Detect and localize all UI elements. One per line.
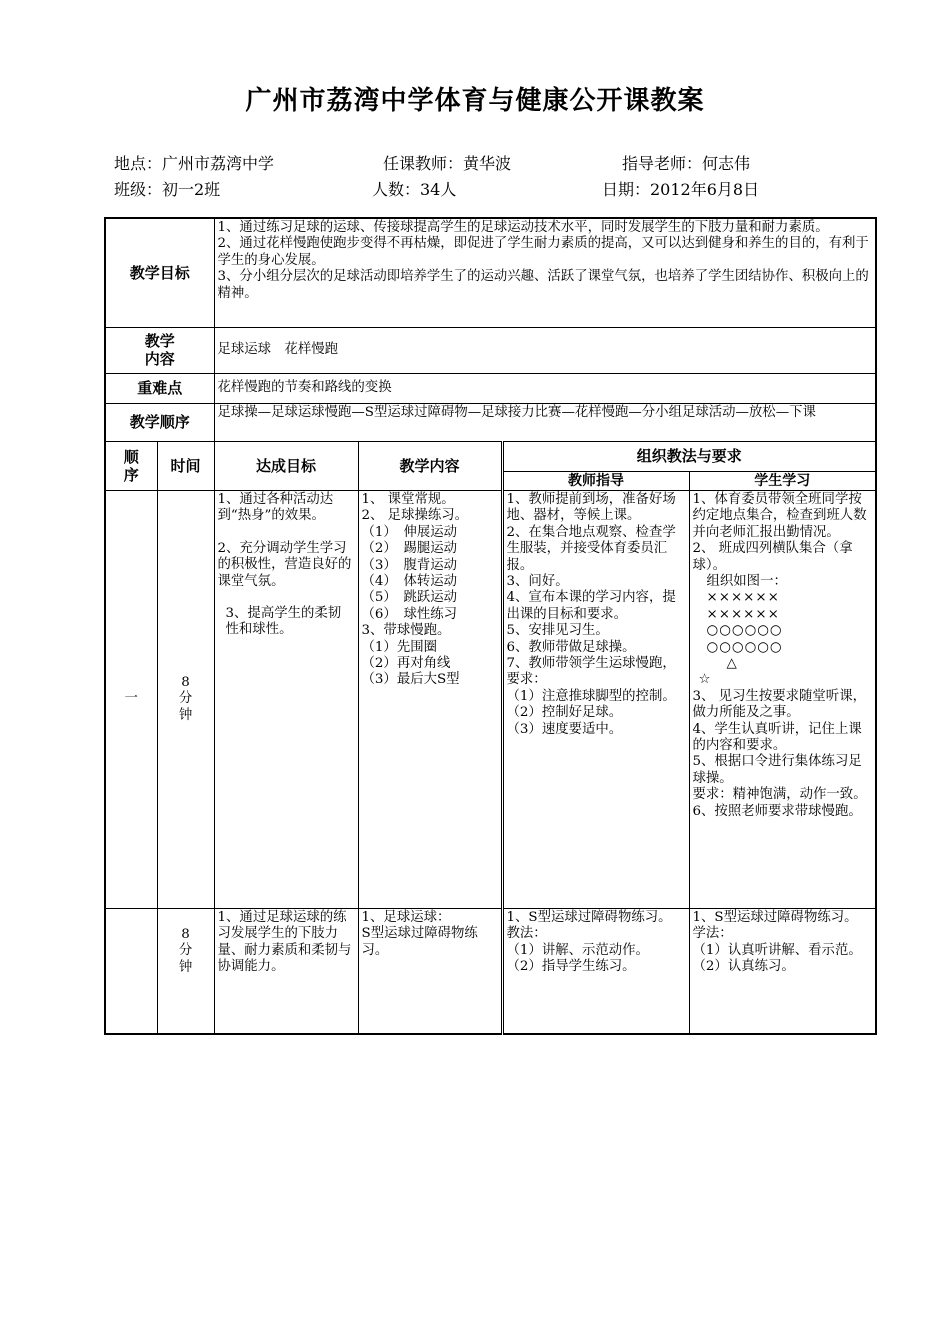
section-1-student-item: 要求：精神饱满，动作一致。 <box>692 787 867 803</box>
section-2-teacher-item: 教法： <box>506 926 547 942</box>
section-2-time-unit-2: 钟 <box>178 959 193 975</box>
section-1-content-item: （2） 踢腿运动 <box>361 541 458 557</box>
order-row <box>105 403 876 441</box>
difficulty-label: 重难点 <box>105 373 214 403</box>
section-1-student <box>689 490 876 908</box>
section-1-time-unit-2: 钟 <box>178 707 193 723</box>
section-2-student-item: 1、S型运球过障碍物练习。 <box>692 909 858 925</box>
section-1-goals <box>214 490 358 908</box>
section-1-content-item: （2）再对角线 <box>361 655 451 671</box>
content-label-line-2: 内容 <box>144 350 175 368</box>
goal-1: 1、通过练习足球的运球、传接球提高学生的足球运动技术水平，同时发展学生的下肢力量和耐力素质。 <box>217 220 829 235</box>
header-seq <box>105 441 157 490</box>
section-2-teacher-item: （2）指导学生练习。 <box>506 959 636 975</box>
section-2-teacher <box>502 908 689 1034</box>
content-row <box>105 327 876 373</box>
section-2-time-unit-1: 分 <box>178 943 193 959</box>
section-1-content <box>358 490 502 908</box>
difficulty-row <box>105 373 876 403</box>
section-2-student-item: （1）认真听讲解、看示范。 <box>692 942 862 958</box>
section-1-student-item: 5、根据口令进行集体练习足球操。 <box>692 754 862 786</box>
content-value: 足球运球 花样慢跑 <box>214 327 876 373</box>
formation-row-x: ×××××× <box>706 590 780 606</box>
header-seq-line-1: 顺 <box>123 447 139 466</box>
section-2-content-item: 1、足球运球： <box>361 909 451 925</box>
section-2-time-num: 8 <box>181 926 190 942</box>
triangle-icon: △ <box>726 655 737 671</box>
section-1-teacher-item: （1）注意推球脚型的控制。 <box>506 688 676 704</box>
header-row-1 <box>105 441 876 471</box>
section-2-teacher-item: 1、S型运球过障碍物练习。 <box>506 909 672 925</box>
order-label: 教学顺序 <box>105 403 214 441</box>
section-row-2 <box>105 908 876 1034</box>
content-label-line-1: 教学 <box>144 332 175 350</box>
formation-row-o: ○○○○○○ <box>706 639 783 655</box>
section-1-teacher-item: 6、教师带做足球操。 <box>506 639 636 655</box>
header-content: 教学内容 <box>358 441 502 490</box>
goals-cell <box>214 218 876 327</box>
info-date: 日期：2012年6月8日 <box>602 180 760 199</box>
order-value: 足球操—足球运球慢跑—S型运球过障碍物—足球接力比赛—花样慢跑—分小组足球活动—放松—下课 <box>214 403 876 441</box>
lesson-plan-table <box>104 217 877 1035</box>
page-title: 广州市荔湾中学体育与健康公开课教案 <box>245 86 705 116</box>
section-1-goal-gap-2 <box>218 590 355 606</box>
section-1-content-item: （3）最后大S型 <box>361 672 460 688</box>
section-1-content-item: （1） 伸展运动 <box>361 524 458 540</box>
section-1-student-item: 4、学生认真听讲，记住上课的内容和要求。 <box>692 721 862 753</box>
formation-row-o: ○○○○○○ <box>706 623 783 639</box>
section-2-student-item: （2）认真练习。 <box>692 959 795 975</box>
section-1-teacher <box>502 490 689 908</box>
goal-2: 2、通过花样慢跑使跑步变得不再枯燥，即促进了学生耐力素质的提高，又可以达到健身和养生的目的，有利于学生的身心发展。 <box>217 236 869 268</box>
section-1-time <box>157 490 214 908</box>
header-goal: 达成目标 <box>214 441 358 490</box>
section-2-teacher-item: （1）讲解、示范动作。 <box>506 942 649 958</box>
section-1-content-item: （3） 腹背运动 <box>361 557 458 573</box>
section-1-time-unit-1: 分 <box>178 691 193 707</box>
section-2-student-item: 学法： <box>692 926 733 942</box>
section-1-teacher-item: 2、在集合地点观察、检查学生服装，并接受体育委员汇报。 <box>506 524 676 573</box>
section-1-student-item: 1、体育委员带领全班同学按约定地点集合，检查到班人数并向老师汇报出勤情况。 <box>692 491 867 540</box>
section-1-content-item: （4） 体转运动 <box>361 573 458 589</box>
section-1-goal-3: 3、提高学生的柔韧性和球性。 <box>225 605 342 638</box>
section-1-student-diagram-caption: 组织如图一： <box>706 573 787 589</box>
header-student: 学生学习 <box>689 471 876 490</box>
section-2-time <box>157 908 214 1034</box>
section-1-teacher-item: 4、宣布本课的学习内容，提出课的目标和要求。 <box>506 590 676 622</box>
section-1-teacher-item: （2）控制好足球。 <box>506 705 623 721</box>
section-1-content-item: 2、 足球操练习。 <box>361 508 469 524</box>
formation-row-x: ×××××× <box>706 606 780 622</box>
section-2-goals <box>214 908 358 1034</box>
header-teacher: 教师指导 <box>502 471 689 490</box>
section-2-content-item: S型运球过障碍物练习。 <box>361 926 478 958</box>
star-icon: ☆ <box>698 672 711 688</box>
section-1-student-item: 3、 见习生按要求随堂听课，做力所能及之事。 <box>692 688 866 721</box>
goal-3: 3、分小组分层次的足球活动即培养学生了的运动兴趣、活跃了课堂气氛，也培养了学生团结协作、积极向上的精神。 <box>217 269 869 301</box>
section-1-time-num: 8 <box>181 674 190 690</box>
section-row-1 <box>105 490 876 908</box>
header-time: 时间 <box>157 441 214 490</box>
info-advisor: 指导老师：何志伟 <box>622 154 751 173</box>
section-2-content <box>358 908 502 1034</box>
section-1-content-item: （5） 跳跃运动 <box>361 590 458 606</box>
section-1-goal-2: 2、充分调动学生学习的积极性，营造良好的课堂气氛。 <box>217 540 352 589</box>
section-1-teacher-item: （3）速度要适中。 <box>506 721 623 737</box>
info-location: 地点：广州市荔湾中学 <box>114 154 275 173</box>
info-class: 班级：初一2班 <box>114 180 221 199</box>
difficulty-value: 花样慢跑的节奏和路线的变换 <box>214 373 876 403</box>
section-1-goal-1: 1、通过各种活动达到“热身”的效果。 <box>217 491 334 524</box>
section-1-teacher-item: 7、教师带领学生运球慢跑，要求： <box>506 655 676 688</box>
section-1-student-item: 6、按照老师要求带球慢跑。 <box>692 803 862 819</box>
section-1-teacher-item: 1、教师提前到场，准备好场地、器材，等候上课。 <box>506 491 676 524</box>
goals-label: 教学目标 <box>105 218 214 327</box>
section-1-goal-gap-1 <box>218 525 355 541</box>
content-label <box>105 327 214 373</box>
info-count: 人数：34人 <box>372 180 457 199</box>
goals-row <box>105 218 876 327</box>
info-teacher: 任课教师：黄华波 <box>383 154 512 173</box>
section-2-seq <box>105 908 157 1034</box>
section-2-goal-1: 1、通过足球运球的练习发展学生的下肢力量、耐力素质和柔韧与协调能力。 <box>217 909 352 975</box>
section-1-student-item: 2、 班成四列横队集合（拿球）。 <box>692 541 853 573</box>
section-1-teacher-item: 5、安排见习生。 <box>506 623 609 639</box>
section-1-content-item: （6） 球性练习 <box>361 606 458 622</box>
section-1-seq: 一 <box>105 490 157 908</box>
header-method: 组织教法与要求 <box>502 441 876 471</box>
section-1-content-item: 1、 课堂常规。 <box>361 491 455 507</box>
section-2-student <box>689 908 876 1034</box>
section-1-content-item: 3、带球慢跑。 <box>361 623 451 639</box>
header-seq-line-2: 序 <box>123 465 139 484</box>
section-1-teacher-item: 3、问好。 <box>506 573 569 589</box>
section-1-content-item: （1）先围圈 <box>361 639 437 655</box>
